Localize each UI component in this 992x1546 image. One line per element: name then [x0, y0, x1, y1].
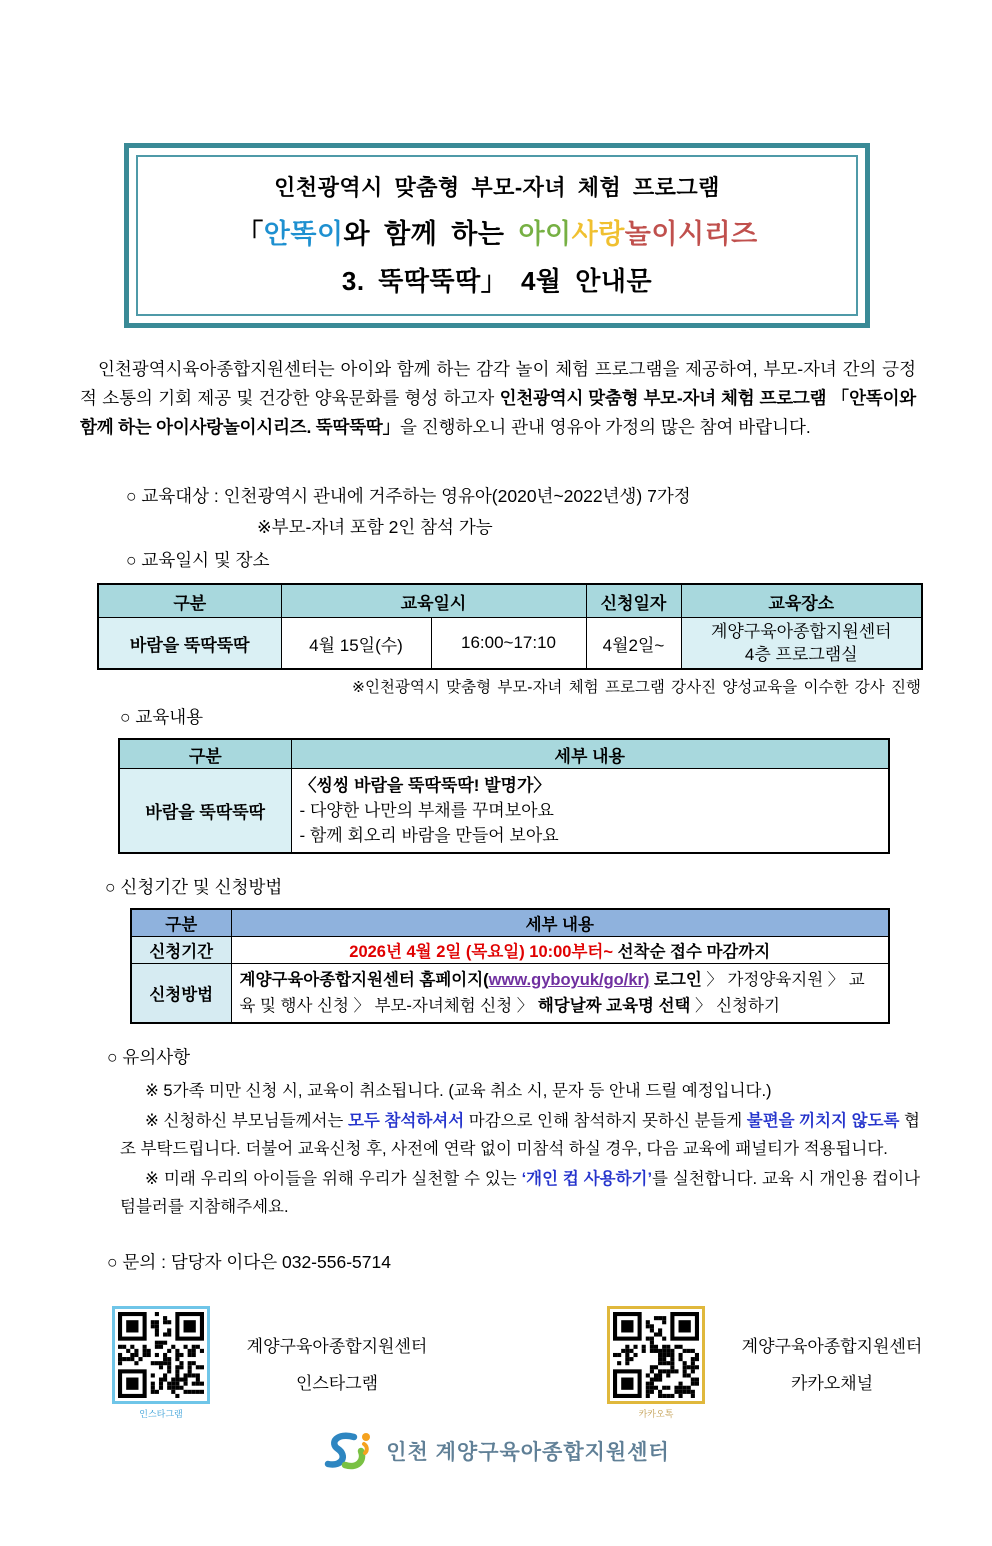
note-personal-cup	[120, 1165, 920, 1221]
title-box	[124, 143, 870, 328]
qr-kakao-labels	[727, 1332, 937, 1394]
note2-text-3: 협조 부탁드립니다. 더불어 교육신청 후, 사전에 연락 없이 미참석 하실 경우, 다음 교육에 패널티가 적용됩니다.	[120, 1112, 920, 1158]
apply-method-row	[131, 964, 889, 1024]
content-cell-detail	[291, 769, 889, 854]
note3-text-2: 를 실천합니다. 교육 시 개인용 컵이나 텀블러를 지참해주세요.	[120, 1170, 920, 1216]
document-page	[0, 143, 992, 1546]
qr-section	[112, 1306, 992, 1420]
title-line2-red-text: 놀이시리즈	[624, 219, 758, 249]
apply-method-site-name: 계양구육아종합지원센터 홈페이지(	[239, 971, 489, 989]
schedule-cell-time: 16:00~17:10	[431, 618, 586, 670]
content-detail-item2: - 함께 회오리 바람을 만들어 보아요	[299, 826, 559, 845]
bullet-education-target: ○ 교육대상 : 인천광역시 관내에 거주하는 영유아(2020년~2022년생) 7가정	[126, 486, 691, 506]
schedule-table	[97, 583, 923, 670]
content-table	[118, 738, 890, 854]
schedule-header-category: 구분	[98, 584, 281, 618]
schedule-table-data-row	[98, 618, 922, 670]
apply-header-category: 구분	[131, 909, 231, 937]
bullet-apply-period-method: ○ 신청기간 및 신청방법	[105, 877, 283, 897]
apply-period-value	[231, 937, 889, 964]
content-detail-title: 〈씽씽 바람을 뚝딱뚝딱! 발명가〉	[299, 776, 551, 795]
qr-instagram-wrap	[112, 1306, 210, 1420]
qr-instagram-label-1: 계양구육아종합지원센터	[246, 1337, 428, 1356]
title-line2-yellow-text: 사랑	[571, 219, 625, 249]
apply-period-row	[131, 937, 889, 964]
qr-kakao-caption: 카카오톡	[638, 1409, 674, 1419]
qr-code-kakao-icon	[607, 1306, 705, 1404]
content-table-data-row	[119, 769, 889, 854]
apply-table	[130, 908, 890, 1024]
title-line2-prefix: 「	[236, 219, 264, 249]
note2-blue-1: 모두 참석하셔서	[347, 1112, 465, 1130]
intro-bold-text: 인천광역시 맞춤형 부모-자녀 체험 프로그램 「안똑이와 함께 하는 아이사랑놀이시리즈. 뚝딱뚝딱」	[80, 388, 917, 437]
note2-text-2: 마감으로 인해 참석하지 못하신 분들게	[464, 1112, 747, 1130]
apply-method-value	[231, 964, 889, 1024]
apply-period-red-text: 2026년 4월 2일 (목요일) 10:00부터~	[349, 943, 613, 961]
title-line-2	[146, 212, 848, 251]
content-table-header-row	[119, 739, 889, 769]
schedule-header-place: 교육장소	[681, 584, 922, 618]
apply-table-header-row	[131, 909, 889, 937]
apply-method-path-2: 〉 신청하기	[690, 997, 780, 1015]
title-line-3: 3. 뚝딱뚝딱」 4월 안내문	[341, 266, 653, 296]
footer-logo-text: 인천 계양구육아종합지원센터	[386, 1441, 670, 1464]
content-header-category: 구분	[119, 739, 291, 769]
note-attendance	[120, 1107, 920, 1163]
schedule-place-line1: 계양구육아종합지원센터	[710, 622, 892, 641]
contact-line: ○ 문의 : 담당자 이다은 032-556-5714	[107, 1252, 391, 1272]
title-line-1: 인천광역시 맞춤형 부모-자녀 체험 프로그램	[274, 175, 720, 200]
website-link[interactable]: www.gyboyuk/go/kr)	[488, 971, 650, 989]
footer-logo	[0, 1430, 992, 1472]
qr-kakao-label-1: 계양구육아종합지원센터	[741, 1337, 923, 1356]
schedule-cell-category: 바람을 뚝딱뚝딱	[98, 618, 281, 670]
note-cancellation: ※ 5가족 미만 신청 시, 교육이 취소됩니다. (교육 취소 시, 문자 등 안내 드릴 예정입니다.)	[145, 1082, 772, 1100]
qr-kakao-label-2: 카카오채널	[790, 1374, 874, 1393]
apply-period-label: 신청기간	[131, 937, 231, 964]
schedule-cell-place	[681, 618, 922, 670]
qr-instagram-labels	[232, 1332, 442, 1394]
title-box-inner	[136, 155, 858, 316]
note2-text-1: ※ 신청하신 부모님들께서는	[145, 1112, 348, 1130]
content-cell-category: 바람을 뚝딱뚝딱	[119, 769, 291, 854]
qr-code-instagram-icon	[112, 1306, 210, 1404]
center-logo-icon	[322, 1430, 376, 1472]
bullet-education-content: ○ 교육내용	[120, 707, 204, 727]
qr-kakao-pattern	[613, 1312, 699, 1398]
intro-text-2: 을 진행하오니 관내 영유아 가정의 많은 참여 바랍니다.	[399, 417, 811, 437]
content-header-detail: 세부 내용	[291, 739, 889, 769]
schedule-place-line2: 4층 프로그램실	[744, 645, 858, 664]
bullet-notes: ○ 유의사항	[107, 1047, 191, 1067]
apply-method-select-course: 해당날짜 교육명 선택	[537, 997, 691, 1015]
education-target-note: ※부모-자녀 포함 2인 참석 가능	[257, 517, 493, 537]
note3-text-1: ※ 미래 우리의 아이들을 위해 우리가 실천할 수 있는	[145, 1170, 522, 1188]
schedule-header-apply-date: 신청일자	[586, 584, 681, 618]
title-line2-green-text: 아이	[518, 219, 572, 249]
qr-instagram-caption: 인스타그램	[139, 1409, 183, 1419]
qr-instagram-label-2: 인스타그램	[295, 1374, 379, 1393]
schedule-table-footnote: ※인천광역시 맞춤형 부모-자녀 체험 프로그램 강사진 양성교육을 이수한 강사 진행	[351, 679, 921, 696]
bullet-education-schedule: ○ 교육일시 및 장소	[126, 550, 270, 570]
apply-header-detail: 세부 내용	[231, 909, 889, 937]
schedule-cell-apply-date: 4월2일~	[586, 618, 681, 670]
apply-method-login: 로그인	[649, 971, 702, 989]
note3-blue: ‘개인 컵 사용하기’	[521, 1170, 653, 1188]
qr-instagram-pattern	[118, 1312, 204, 1398]
schedule-cell-date: 4월 15일(수)	[281, 618, 431, 670]
content-detail-item1: - 다양한 나만의 부채를 꾸며보아요	[299, 801, 554, 820]
title-line2-mid: 와 함께 하는	[343, 219, 519, 249]
title-line2-blue-text: 안똑이	[263, 219, 344, 249]
apply-method-path-1: 〉 가정양육지원 〉 교육 및 행사 신청 〉 부모-자녀체험 신청 〉	[239, 971, 865, 1015]
note2-blue-2: 불편을 끼치지 않도록	[746, 1112, 900, 1130]
apply-period-black-text: 선착순 접수 마감까지	[613, 943, 771, 961]
qr-kakao-wrap	[607, 1306, 705, 1420]
apply-method-label: 신청방법	[131, 964, 231, 1024]
intro-text-1: 인천광역시육아종합지원센터는 아이와 함께 하는 감각 놀이 체험 프로그램을 제공하여, 부모-자녀 간의 긍정적 소통의 기회 제공 및 건강한 양육문화를 형성 하고자	[80, 359, 916, 408]
schedule-header-datetime: 교육일시	[281, 584, 586, 618]
intro-paragraph	[80, 355, 916, 442]
schedule-table-header-row	[98, 584, 922, 618]
